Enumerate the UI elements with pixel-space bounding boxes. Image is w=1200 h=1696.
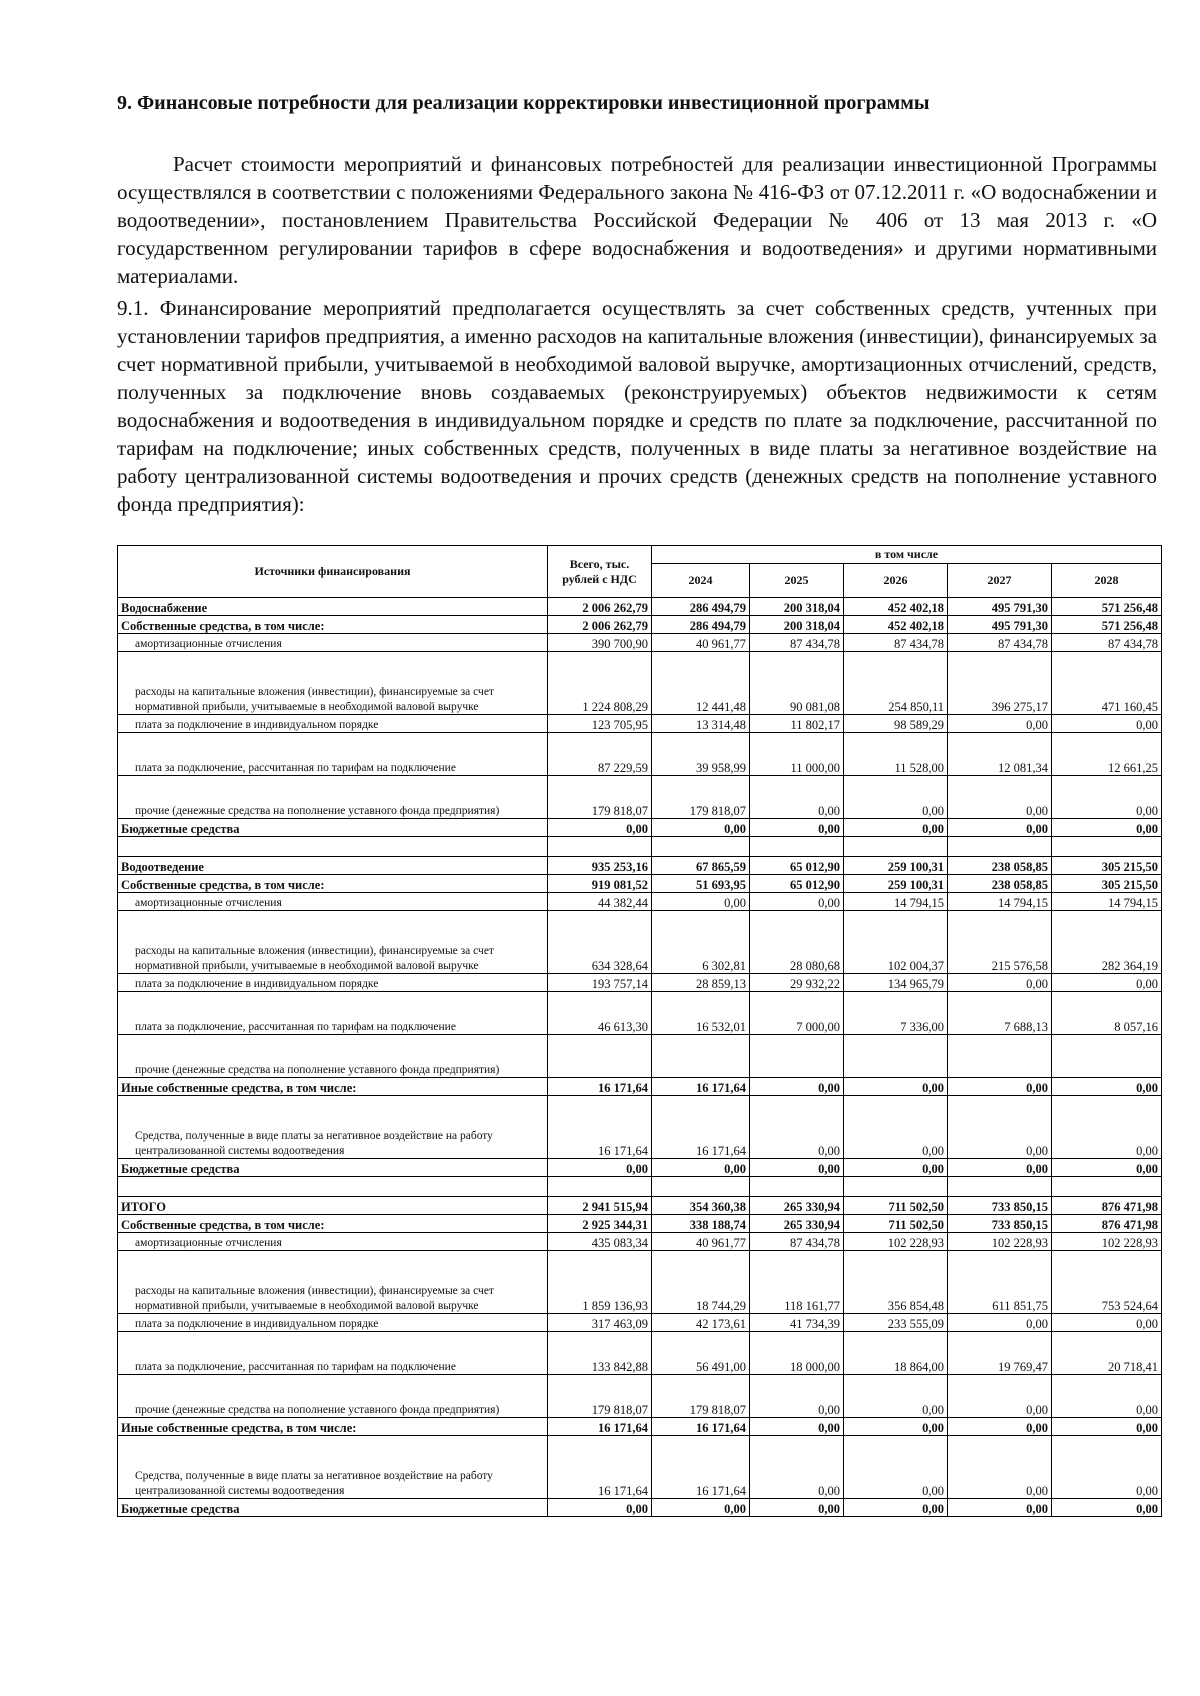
table-row xyxy=(118,1096,1162,1159)
row-label: ИТОГО xyxy=(118,1197,548,1215)
total-cell: 2 006 262,79 xyxy=(548,616,652,634)
year-cell: 7 000,00 xyxy=(750,992,844,1035)
year-cell: 179 818,07 xyxy=(652,776,750,819)
year-cell: 28 859,13 xyxy=(652,974,750,992)
year-cell: 16 532,01 xyxy=(652,992,750,1035)
year-cell: 179 818,07 xyxy=(652,1375,750,1418)
spacer-row xyxy=(118,837,1162,857)
year-cell: 0,00 xyxy=(750,1418,844,1436)
header-year: 2025 xyxy=(750,564,844,598)
year-cell: 0,00 xyxy=(948,1159,1052,1177)
row-label: Собственные средства, в том числе: xyxy=(118,616,548,634)
year-cell: 16 171,64 xyxy=(652,1096,750,1159)
year-cell: 286 494,79 xyxy=(652,616,750,634)
year-cell: 354 360,38 xyxy=(652,1197,750,1215)
total-cell: 0,00 xyxy=(548,1499,652,1517)
year-cell xyxy=(750,1035,844,1078)
year-cell: 0,00 xyxy=(948,776,1052,819)
year-cell: 19 769,47 xyxy=(948,1332,1052,1375)
total-cell: 0,00 xyxy=(548,1159,652,1177)
header-year: 2028 xyxy=(1052,564,1162,598)
year-cell: 102 004,37 xyxy=(844,911,948,974)
total-cell: 634 328,64 xyxy=(548,911,652,974)
year-cell: 65 012,90 xyxy=(750,875,844,893)
year-cell: 0,00 xyxy=(750,1159,844,1177)
year-cell: 571 256,48 xyxy=(1052,598,1162,616)
year-cell: 0,00 xyxy=(844,1436,948,1499)
year-cell: 0,00 xyxy=(1052,1375,1162,1418)
year-cell: 28 080,68 xyxy=(750,911,844,974)
total-cell: 46 613,30 xyxy=(548,992,652,1035)
year-cell: 40 961,77 xyxy=(652,634,750,652)
year-cell: 87 434,78 xyxy=(750,634,844,652)
row-label: Бюджетные средства xyxy=(118,819,548,837)
year-cell: 51 693,95 xyxy=(652,875,750,893)
table-row xyxy=(118,634,1162,652)
table-row xyxy=(118,819,1162,837)
year-cell: 0,00 xyxy=(750,893,844,911)
year-cell: 876 471,98 xyxy=(1052,1197,1162,1215)
table-row xyxy=(118,1314,1162,1332)
total-cell: 1 224 808,29 xyxy=(548,652,652,715)
row-label: Иные собственные средства, в том числе: xyxy=(118,1078,548,1096)
row-label: плата за подключение в индивидуальном порядке xyxy=(118,1314,548,1332)
year-cell: 571 256,48 xyxy=(1052,616,1162,634)
year-cell: 134 965,79 xyxy=(844,974,948,992)
row-label: расходы на капитальные вложения (инвестиции), финансируемые за счет нормативной прибыли, учитываемые в необходимой валовой выручке xyxy=(118,652,548,715)
year-cell: 200 318,04 xyxy=(750,616,844,634)
row-label: Иные собственные средства, в том числе: xyxy=(118,1418,548,1436)
year-cell: 0,00 xyxy=(652,1159,750,1177)
year-cell: 29 932,22 xyxy=(750,974,844,992)
year-cell: 13 314,48 xyxy=(652,715,750,733)
year-cell: 0,00 xyxy=(844,1078,948,1096)
year-cell: 611 851,75 xyxy=(948,1251,1052,1314)
year-cell: 711 502,50 xyxy=(844,1215,948,1233)
year-cell: 733 850,15 xyxy=(948,1215,1052,1233)
year-cell: 0,00 xyxy=(844,1418,948,1436)
row-label: плата за подключение, рассчитанная по тарифам на подключение xyxy=(118,1332,548,1375)
year-cell: 495 791,30 xyxy=(948,616,1052,634)
table-row xyxy=(118,1436,1162,1499)
row-label: Бюджетные средства xyxy=(118,1159,548,1177)
year-cell: 40 961,77 xyxy=(652,1233,750,1251)
year-cell: 16 171,64 xyxy=(652,1436,750,1499)
year-cell xyxy=(948,1035,1052,1078)
total-cell: 179 818,07 xyxy=(548,776,652,819)
header-including: в том числе xyxy=(652,546,1162,564)
header-source: Источники финансирования xyxy=(118,546,548,598)
year-cell: 0,00 xyxy=(652,1499,750,1517)
year-cell: 0,00 xyxy=(750,819,844,837)
year-cell: 16 171,64 xyxy=(652,1418,750,1436)
year-cell: 7 688,13 xyxy=(948,992,1052,1035)
year-cell: 0,00 xyxy=(948,1078,1052,1096)
total-cell: 2 925 344,31 xyxy=(548,1215,652,1233)
table-row xyxy=(118,875,1162,893)
header-year: 2024 xyxy=(652,564,750,598)
year-cell: 396 275,17 xyxy=(948,652,1052,715)
year-cell: 42 173,61 xyxy=(652,1314,750,1332)
year-cell: 39 958,99 xyxy=(652,733,750,776)
table-row xyxy=(118,1375,1162,1418)
table-row xyxy=(118,715,1162,733)
year-cell: 356 854,48 xyxy=(844,1251,948,1314)
header-year: 2026 xyxy=(844,564,948,598)
year-cell: 118 161,77 xyxy=(750,1251,844,1314)
total-cell: 919 081,52 xyxy=(548,875,652,893)
year-cell: 753 524,64 xyxy=(1052,1251,1162,1314)
table-row xyxy=(118,893,1162,911)
row-label: Бюджетные средства xyxy=(118,1499,548,1517)
year-cell: 20 718,41 xyxy=(1052,1332,1162,1375)
year-cell: 87 434,78 xyxy=(844,634,948,652)
year-cell: 0,00 xyxy=(1052,715,1162,733)
year-cell: 12 081,34 xyxy=(948,733,1052,776)
year-cell: 0,00 xyxy=(1052,974,1162,992)
year-cell: 0,00 xyxy=(1052,1159,1162,1177)
year-cell: 452 402,18 xyxy=(844,598,948,616)
year-cell: 0,00 xyxy=(1052,819,1162,837)
year-cell: 11 802,17 xyxy=(750,715,844,733)
year-cell: 733 850,15 xyxy=(948,1197,1052,1215)
table-row xyxy=(118,1197,1162,1215)
year-cell: 495 791,30 xyxy=(948,598,1052,616)
year-cell: 12 661,25 xyxy=(1052,733,1162,776)
table-row xyxy=(118,1215,1162,1233)
year-cell: 0,00 xyxy=(844,819,948,837)
total-cell: 935 253,16 xyxy=(548,857,652,875)
year-cell: 18 864,00 xyxy=(844,1332,948,1375)
table-row xyxy=(118,1499,1162,1517)
year-cell: 0,00 xyxy=(948,715,1052,733)
total-cell: 87 229,59 xyxy=(548,733,652,776)
table-row xyxy=(118,776,1162,819)
year-cell: 215 576,58 xyxy=(948,911,1052,974)
year-cell: 8 057,16 xyxy=(1052,992,1162,1035)
year-cell: 238 058,85 xyxy=(948,857,1052,875)
total-cell: 179 818,07 xyxy=(548,1375,652,1418)
total-cell: 2 006 262,79 xyxy=(548,598,652,616)
year-cell: 0,00 xyxy=(948,1096,1052,1159)
year-cell: 259 100,31 xyxy=(844,857,948,875)
row-label: Средства, полученные в виде платы за негативное воздействие на работу централизованной системы водоотведения xyxy=(118,1436,548,1499)
total-cell: 123 705,95 xyxy=(548,715,652,733)
year-cell: 7 336,00 xyxy=(844,992,948,1035)
table-row xyxy=(118,974,1162,992)
table-row xyxy=(118,1233,1162,1251)
row-label: амортизационные отчисления xyxy=(118,893,548,911)
year-cell: 876 471,98 xyxy=(1052,1215,1162,1233)
year-cell: 338 188,74 xyxy=(652,1215,750,1233)
year-cell: 0,00 xyxy=(948,1375,1052,1418)
year-cell: 12 441,48 xyxy=(652,652,750,715)
year-cell: 65 012,90 xyxy=(750,857,844,875)
table-row xyxy=(118,616,1162,634)
year-cell: 18 000,00 xyxy=(750,1332,844,1375)
year-cell: 11 000,00 xyxy=(750,733,844,776)
total-cell: 390 700,90 xyxy=(548,634,652,652)
row-label: прочие (денежные средства на пополнение уставного фонда предприятия) xyxy=(118,1035,548,1078)
total-cell xyxy=(548,1035,652,1078)
year-cell: 0,00 xyxy=(750,776,844,819)
year-cell: 259 100,31 xyxy=(844,875,948,893)
table-row xyxy=(118,1035,1162,1078)
financing-table xyxy=(117,545,1162,1517)
table-row xyxy=(118,992,1162,1035)
year-cell: 102 228,93 xyxy=(844,1233,948,1251)
row-label: Собственные средства, в том числе: xyxy=(118,875,548,893)
year-cell: 98 589,29 xyxy=(844,715,948,733)
year-cell: 0,00 xyxy=(1052,1078,1162,1096)
year-cell: 305 215,50 xyxy=(1052,857,1162,875)
year-cell: 87 434,78 xyxy=(750,1233,844,1251)
header-total: Всего, тыс. рублей с НДС xyxy=(548,546,652,598)
year-cell: 87 434,78 xyxy=(948,634,1052,652)
year-cell: 200 318,04 xyxy=(750,598,844,616)
year-cell: 0,00 xyxy=(1052,776,1162,819)
year-cell: 102 228,93 xyxy=(1052,1233,1162,1251)
year-cell xyxy=(1052,1035,1162,1078)
spacer-row xyxy=(118,1177,1162,1197)
row-label: Водоснабжение xyxy=(118,598,548,616)
table-row xyxy=(118,1159,1162,1177)
year-cell: 0,00 xyxy=(750,1375,844,1418)
table-row xyxy=(118,652,1162,715)
year-cell: 286 494,79 xyxy=(652,598,750,616)
total-cell: 133 842,88 xyxy=(548,1332,652,1375)
year-cell: 102 228,93 xyxy=(948,1233,1052,1251)
year-cell: 0,00 xyxy=(750,1096,844,1159)
total-cell: 16 171,64 xyxy=(548,1418,652,1436)
year-cell: 0,00 xyxy=(1052,1314,1162,1332)
row-label: Водоотведение xyxy=(118,857,548,875)
year-cell: 90 081,08 xyxy=(750,652,844,715)
year-cell: 0,00 xyxy=(1052,1436,1162,1499)
year-cell: 41 734,39 xyxy=(750,1314,844,1332)
row-label: прочие (денежные средства на пополнение уставного фонда предприятия) xyxy=(118,776,548,819)
total-cell: 0,00 xyxy=(548,819,652,837)
row-label: Средства, полученные в виде платы за негативное воздействие на работу централизованной системы водоотведения xyxy=(118,1096,548,1159)
year-cell: 233 555,09 xyxy=(844,1314,948,1332)
year-cell: 0,00 xyxy=(652,819,750,837)
year-cell: 14 794,15 xyxy=(948,893,1052,911)
year-cell: 265 330,94 xyxy=(750,1215,844,1233)
total-cell: 193 757,14 xyxy=(548,974,652,992)
section-heading: 9. Финансовые потребности для реализации корректировки инвестиционной программы xyxy=(117,92,930,114)
total-cell: 16 171,64 xyxy=(548,1436,652,1499)
total-cell: 16 171,64 xyxy=(548,1078,652,1096)
year-cell: 56 491,00 xyxy=(652,1332,750,1375)
year-cell: 14 794,15 xyxy=(1052,893,1162,911)
year-cell: 238 058,85 xyxy=(948,875,1052,893)
year-cell: 18 744,29 xyxy=(652,1251,750,1314)
row-label: прочие (денежные средства на пополнение уставного фонда предприятия) xyxy=(118,1375,548,1418)
total-cell: 317 463,09 xyxy=(548,1314,652,1332)
year-cell: 282 364,19 xyxy=(1052,911,1162,974)
financing-paragraph: 9.1. Финансирование мероприятий предполагается осуществлять за счет собственных средств, учтенных при установлении тарифов предприятия, а именно расходов на капитальные вложения (инвестиции), финансируемых за счет нормативной прибыли, учитываемой в необходимой валовой выручке, амортизационных отчислений, средств, полученных за подключение вновь создаваемых (реконструируемых) объектов недвижимости к сетям водоснабжения и водоотведения в индивидуальном порядке и средств по плате за подключение, рассчитанной по тарифам на подключение; иных собственных средств, полученных в виде платы за негативное воздействие на работу централизованной системы водоотведения и прочих средств (денежных средств на пополнение уставного фонда предприятия): xyxy=(117,296,1157,516)
year-cell: 87 434,78 xyxy=(1052,634,1162,652)
year-cell: 0,00 xyxy=(948,1436,1052,1499)
row-label: плата за подключение, рассчитанная по тарифам на подключение xyxy=(118,992,548,1035)
table-body xyxy=(118,598,1162,1517)
year-cell: 452 402,18 xyxy=(844,616,948,634)
table-row xyxy=(118,1418,1162,1436)
year-cell: 0,00 xyxy=(844,1096,948,1159)
year-cell xyxy=(652,1035,750,1078)
total-cell: 435 083,34 xyxy=(548,1233,652,1251)
row-label: плата за подключение в индивидуальном порядке xyxy=(118,715,548,733)
year-cell: 265 330,94 xyxy=(750,1197,844,1215)
row-label: амортизационные отчисления xyxy=(118,1233,548,1251)
year-cell: 254 850,11 xyxy=(844,652,948,715)
table-row xyxy=(118,1332,1162,1375)
total-cell: 16 171,64 xyxy=(548,1096,652,1159)
year-cell: 16 171,64 xyxy=(652,1078,750,1096)
year-cell: 14 794,15 xyxy=(844,893,948,911)
year-cell: 0,00 xyxy=(948,1499,1052,1517)
total-cell: 44 382,44 xyxy=(548,893,652,911)
year-cell: 0,00 xyxy=(1052,1096,1162,1159)
table-row xyxy=(118,1251,1162,1314)
year-cell: 0,00 xyxy=(844,776,948,819)
year-cell: 0,00 xyxy=(750,1078,844,1096)
table-row xyxy=(118,857,1162,875)
total-cell: 1 859 136,93 xyxy=(548,1251,652,1314)
intro-paragraph: Расчет стоимости мероприятий и финансовых потребностей для реализации инвестиционной Программы осуществлялся в соответствии с положениями Федерального закона № 416-ФЗ от 07.12.2011 г. «О водоснабжении и водоотведении», постановлением Правительства Российской Федерации № 406 от 13 мая 2013 г. «О государственном регулировании тарифов в сфере водоснабжения и водоотведения» и другими нормативными материалами. xyxy=(117,152,1157,288)
year-cell: 67 865,59 xyxy=(652,857,750,875)
year-cell: 0,00 xyxy=(948,1314,1052,1332)
row-label: Собственные средства, в том числе: xyxy=(118,1215,548,1233)
table-row xyxy=(118,598,1162,616)
row-label: плата за подключение в индивидуальном порядке xyxy=(118,974,548,992)
year-cell: 0,00 xyxy=(1052,1418,1162,1436)
table-row xyxy=(118,1078,1162,1096)
row-label: расходы на капитальные вложения (инвестиции), финансируемые за счет нормативной прибыли, учитываемые в необходимой валовой выручке xyxy=(118,911,548,974)
year-cell: 305 215,50 xyxy=(1052,875,1162,893)
year-cell: 0,00 xyxy=(1052,1499,1162,1517)
year-cell xyxy=(844,1035,948,1078)
year-cell: 0,00 xyxy=(652,893,750,911)
year-cell: 0,00 xyxy=(948,974,1052,992)
year-cell: 11 528,00 xyxy=(844,733,948,776)
year-cell: 711 502,50 xyxy=(844,1197,948,1215)
year-cell: 0,00 xyxy=(844,1375,948,1418)
year-cell: 0,00 xyxy=(948,819,1052,837)
row-label: расходы на капитальные вложения (инвестиции), финансируемые за счет нормативной прибыли, учитываемые в необходимой валовой выручке xyxy=(118,1251,548,1314)
year-cell: 0,00 xyxy=(844,1159,948,1177)
table-row xyxy=(118,733,1162,776)
row-label: амортизационные отчисления xyxy=(118,634,548,652)
year-cell: 0,00 xyxy=(948,1418,1052,1436)
year-cell: 0,00 xyxy=(844,1499,948,1517)
row-label: плата за подключение, рассчитанная по тарифам на подключение xyxy=(118,733,548,776)
total-cell: 2 941 515,94 xyxy=(548,1197,652,1215)
year-cell: 6 302,81 xyxy=(652,911,750,974)
year-cell: 0,00 xyxy=(750,1436,844,1499)
header-year: 2027 xyxy=(948,564,1052,598)
year-cell: 0,00 xyxy=(750,1499,844,1517)
year-cell: 471 160,45 xyxy=(1052,652,1162,715)
table-row xyxy=(118,911,1162,974)
